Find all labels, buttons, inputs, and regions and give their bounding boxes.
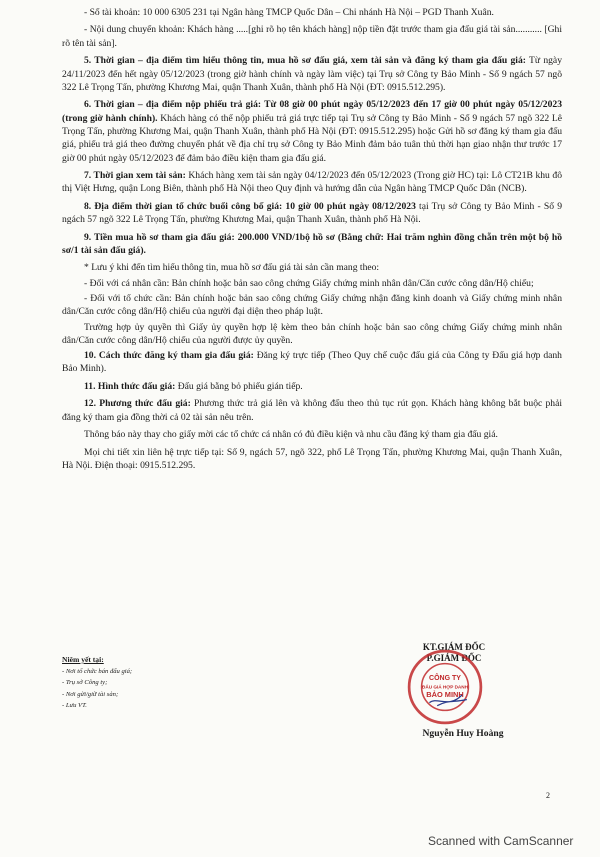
signer-name: Nguyễn Huy Hoàng (422, 728, 504, 739)
item-12 (62, 397, 562, 424)
page-number: 2 (546, 791, 550, 800)
recipients-block (62, 654, 222, 712)
item-9-note-2: - Đối với cá nhân cần: Bản chính hoặc bản sao công chứng Giấy chứng minh nhân dân/Căn cước công dân/Hộ chiếu; (84, 277, 534, 289)
seal-text-2: ĐẤU GIÁ HỢP DANH (421, 684, 469, 690)
item-8-head: 8. Địa điểm thời gian tổ chức buổi công bố giá: 10 giờ 00 phút ngày 08/12/2023 (84, 200, 416, 212)
item-10-head: 10. Cách thức đăng ký tham gia đấu giá: (84, 350, 254, 362)
item-6-body: Khách hàng có thể nộp phiếu trả giá trực tiếp tại Trụ sở Công ty Bảo Minh - Số 9 ngách 57 ngõ 322 Lê Trọng Tấn, phường Khương Mai, quận Thanh Xuân, thành phố Hà Nội (ĐT: 0915.512.295) hoặc Gửi hồ sơ đăng ký tham gia đấu giá, phiếu trả giá theo đường chuyển phát về địa chỉ trụ sở Công ty Bảo Minh đảm bảo tuân thủ thời hạn giao nhận thư trước 17 giờ 00 phút ngày 05/12/2023 để đảm bảo điều kiện tham gia đấu giá. (62, 112, 562, 164)
item-8 (62, 200, 562, 227)
signature-line-2: P.GIÁM ĐỐC (426, 653, 482, 663)
recipients-title: Niêm yết tại: (62, 655, 104, 664)
transfer-line: - Nội dung chuyển khoản: Khách hàng .....[ghi rõ họ tên khách hàng] nộp tiền đặt trước tham gia đấu giá tài sản........... [Ghi rõ tên tài sản]. (62, 24, 562, 49)
item-9-note-3: - Đối với tổ chức cần: Bản chính hoặc bản sao công chứng Giấy chứng nhận đăng kinh doanh và Giấy chứng minh nhân dân/Căn cước công dân/Hộ chiếu của người đại diện theo pháp luật. (62, 292, 562, 318)
item-7 (62, 169, 562, 196)
item-9-note-1: * Lưu ý khi đến tìm hiểu thông tin, mua hồ sơ đấu giá tài sản cần mang theo: (84, 262, 380, 274)
item-7-head: 7. Thời gian xem tài sản: (84, 170, 186, 182)
item-11 (62, 380, 562, 393)
seal-text-1: CÔNG TY (429, 674, 461, 682)
item-10 (62, 349, 562, 376)
account-line: - Số tài khoản: 10 000 6305 231 tại Ngân hàng TMCP Quốc Dân – Chi nhánh Hà Nội – PGD Thanh Xuân. (84, 7, 494, 18)
closing-contact: Mọi chi tiết xin liên hệ trực tiếp tại: Số 9, ngách 57, ngõ 322, phố Lê Trọng Tấn, phường Khương Mai, quận Thanh Xuân, Hà Nội. Điện thoại: 0915.512.295. (62, 446, 562, 471)
item-9-head: 9. Tiền mua hồ sơ tham gia đấu giá: 200.000 VND/1bộ hồ sơ (Bằng chữ: Hai trăm nghìn đồng chẵn trên một bộ hồ sơ/1 tài sản đấu giá). (62, 231, 562, 256)
item-5 (62, 54, 562, 94)
recipient-item: - Trụ sở Công ty; (62, 679, 108, 687)
item-9 (62, 231, 562, 258)
recipient-item: - Lưu VT. (62, 702, 87, 710)
item-7-body: Khách hàng xem tài sản ngày 04/12/2023 đến 05/12/2023 (Trong giờ HC) tại: Lô CT21B khu đô thị Việt Hưng, quận Long Biên, thành phố Hà Nội theo Quy định và hướng dẫn của Ngân hàng TMCP Quốc Dân (NCB). (62, 170, 562, 195)
item-10-body: Đăng ký trực tiếp (Theo Quy chế cuộc đấu giá của Công ty Đấu giá hợp danh Bảo Minh). (62, 350, 562, 375)
closing-notice: Thông báo này thay cho giấy mời các tổ chức cá nhân có đủ điều kiện và nhu cầu đăng ký tham gia đấu giá. (84, 429, 498, 441)
item-12-body: Phương thức trả giá lên và không đấu theo thủ tục rút gọn. Khách hàng không bắt buộc phải đăng ký tham gia đồng thời cả 02 tài sản nêu trên. (62, 398, 562, 423)
signature-line-1: KT.GIÁM ĐỐC (422, 642, 486, 652)
document-body (62, 6, 562, 476)
item-8-body: tại Trụ sở Công ty Bảo Minh - Số 9 ngách 57 ngõ 322 Lê Trọng Tấn, phường Khương Mai, quận Thanh Xuân, thành phố Hà Nội. (62, 200, 562, 226)
item-11-head: 11. Hình thức đấu giá: (84, 380, 176, 392)
seal-text-3: BẢO MINH (426, 690, 464, 700)
item-9-note-4: Trường hợp ủy quyền thì Giấy ủy quyền hợp lệ kèm theo bản chính hoặc bản sao công chứng Giấy chứng minh nhân dân/Căn cước công dân/Hộ chiếu của người được ủy quyền. (62, 321, 562, 346)
recipient-item: - Nơi gửi/giữ tài sản; (62, 690, 119, 698)
item-12-head: 12. Phương thức đấu giá: (84, 398, 191, 410)
item-11-body: Đấu giá bằng bỏ phiếu gián tiếp. (175, 380, 303, 392)
company-seal-icon (406, 648, 484, 726)
item-5-body: Từ ngày 24/11/2023 đến hết ngày 05/12/2023 (trong giờ hành chính và ngày làm việc) tại Trụ sở Công ty Bảo Minh - Số 9 ngách 57 ngõ 322 Lê Trọng Tấn, phường Khương Mai, quận Thanh Xuân, thành phố Hà Nội (ĐT: 0915.512.295). (62, 55, 562, 93)
item-6-head: 6. Thời gian – địa điểm nộp phiếu trả giá: Từ 08 giờ 00 phút ngày 05/12/2023 đến 17 giờ 00 phút ngày 05/12/2023 (trong giờ hành chính). (62, 99, 562, 124)
item-6 (62, 98, 562, 164)
recipient-item: - Nơi tổ chức bán đấu giá; (62, 667, 133, 675)
scanner-watermark: Scanned with CamScanner (428, 834, 574, 848)
item-5-head: 5. Thời gian – địa điểm tìm hiểu thông tin, mua hồ sơ đấu giá, xem tài sản và đăng ký tham gia đấu giá: (84, 55, 526, 67)
